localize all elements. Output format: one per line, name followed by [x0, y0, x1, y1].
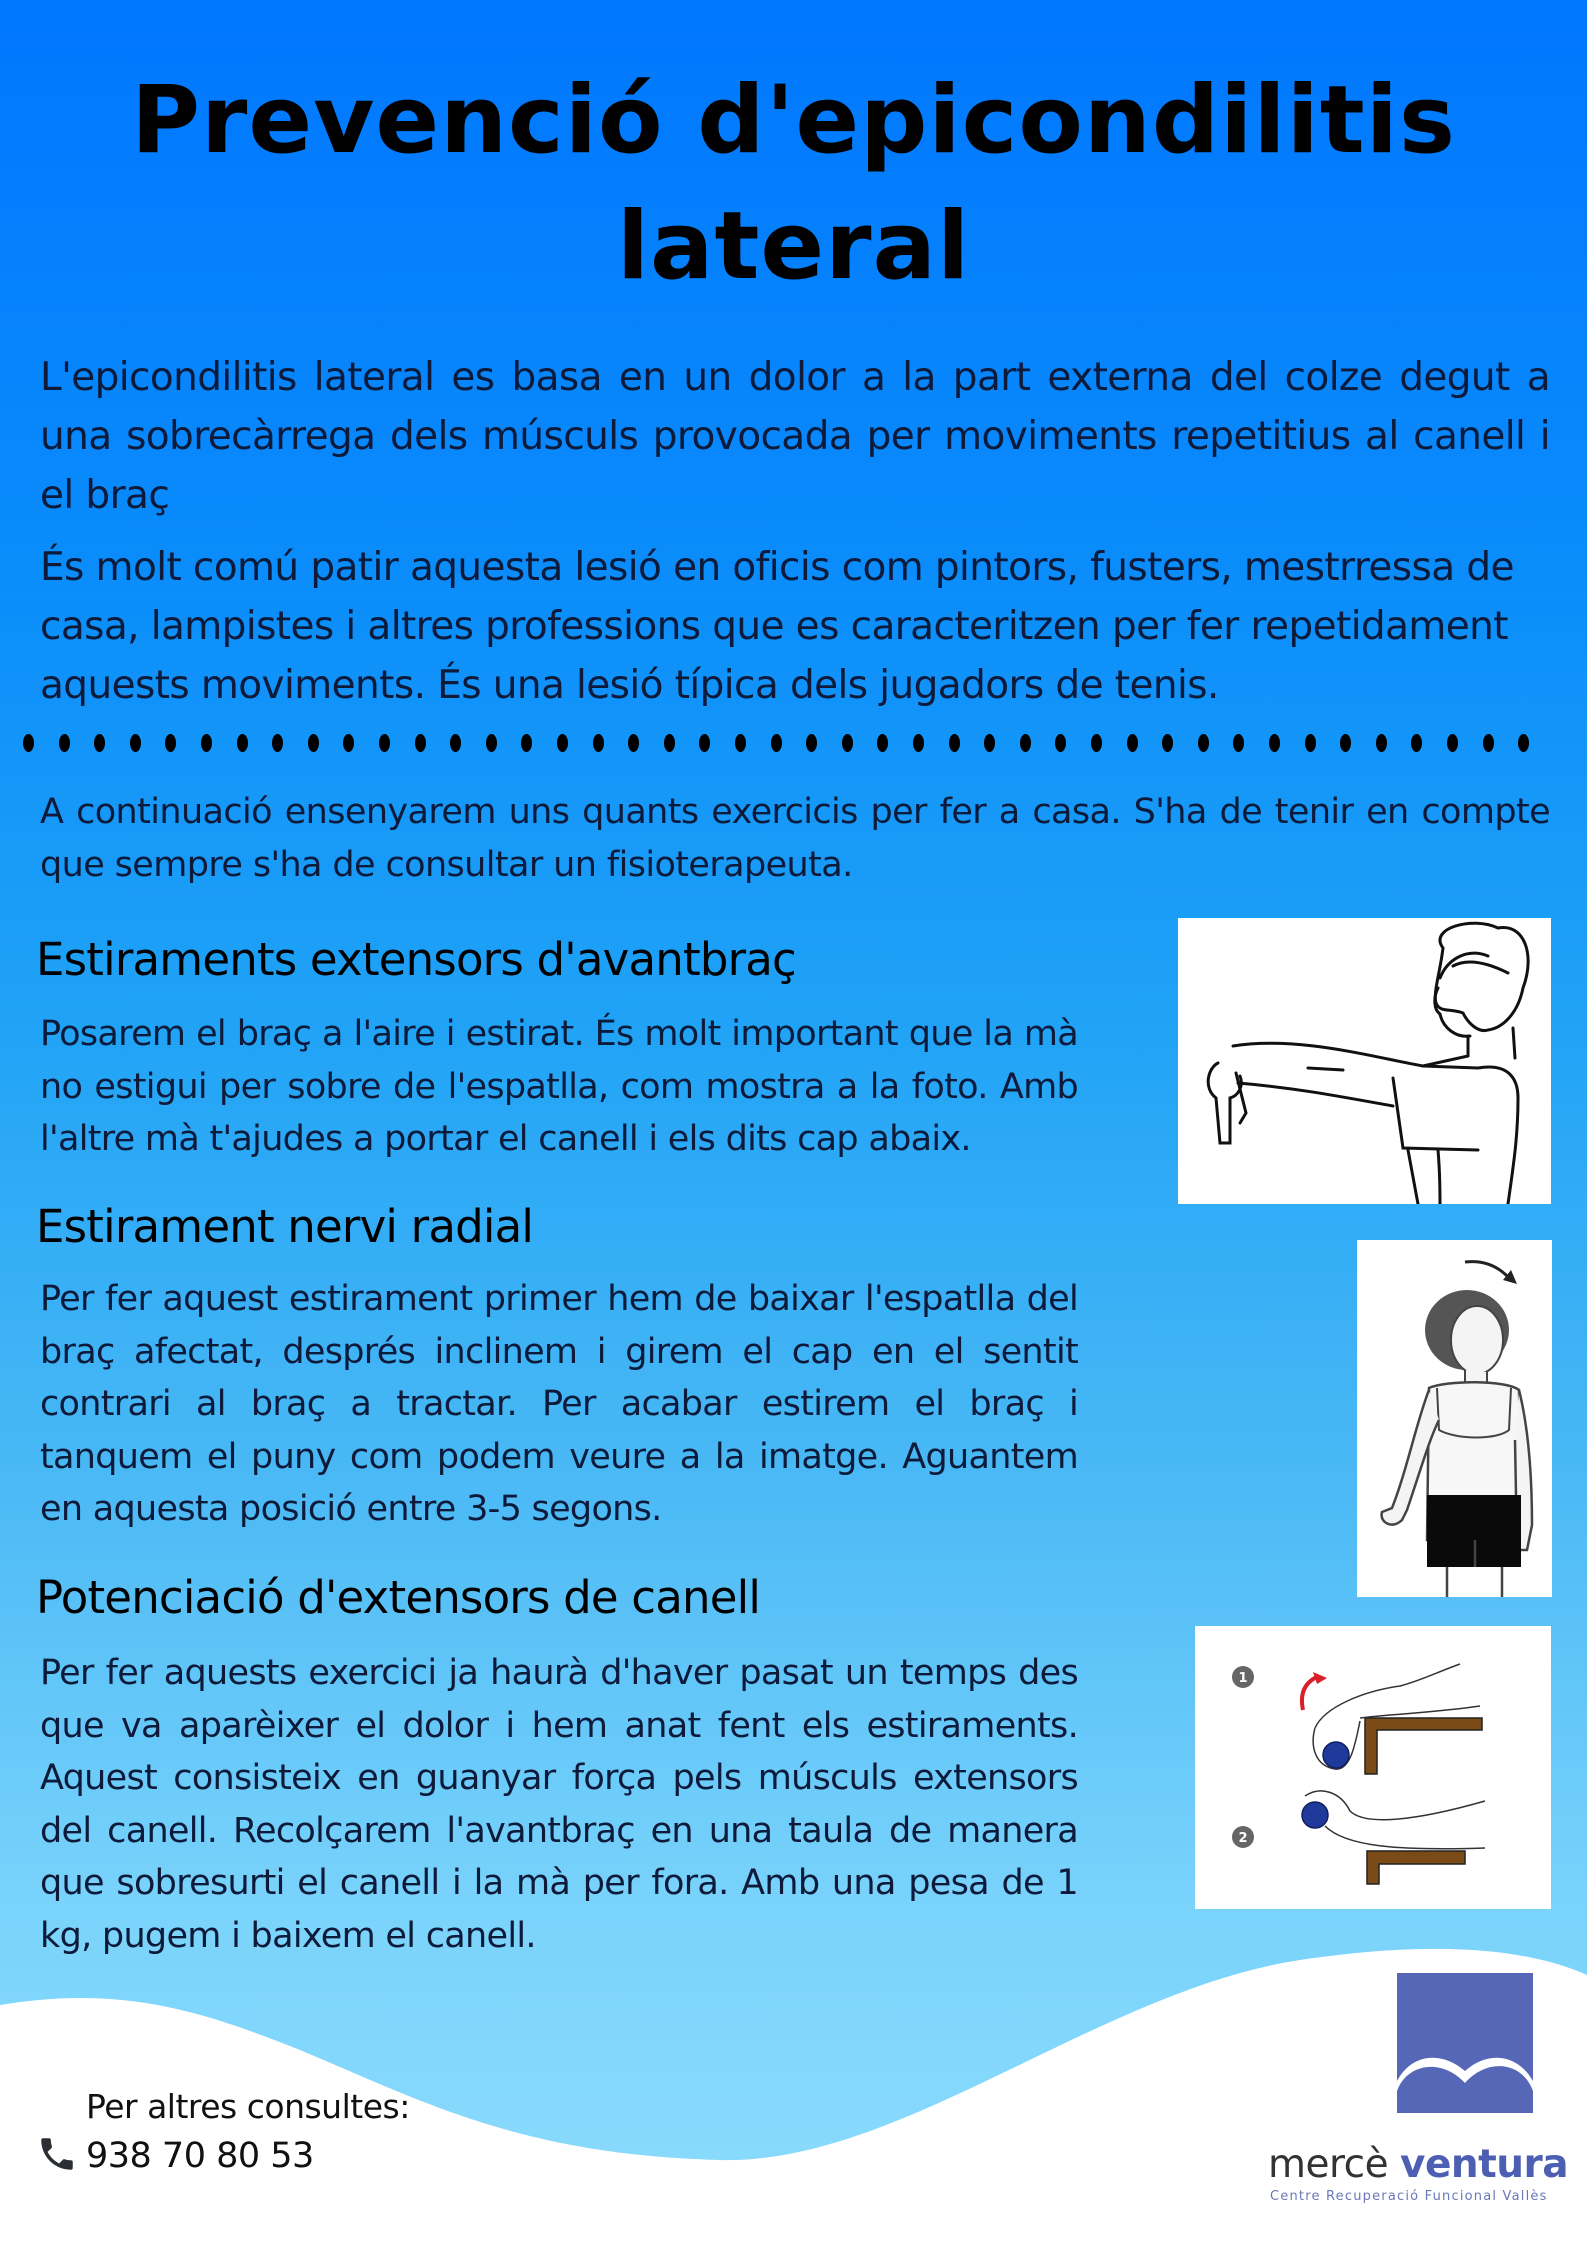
- divider-dot: [1198, 734, 1209, 752]
- divider-dot: [984, 734, 995, 752]
- title-line-1: Prevenció d'epicondilitis: [131, 66, 1456, 175]
- radial-nerve-stretch-illustration: [1357, 1240, 1552, 1597]
- title-line-2: lateral: [616, 192, 971, 301]
- divider-dot: [628, 734, 639, 752]
- divider-dot: [877, 734, 888, 752]
- divider-dot: [415, 734, 426, 752]
- divider-dot: [771, 734, 782, 752]
- logo-tagline: Centre Recuperació Funcional Vallès: [1270, 2189, 1548, 2204]
- divider-dot: [379, 734, 390, 752]
- logo-arches-icon: [1397, 1973, 1533, 2113]
- section-title-wrist-strengthening: Potenciació d'extensors de canell: [36, 1571, 761, 1624]
- divider-dot: [664, 734, 675, 752]
- divider-dot: [1376, 734, 1387, 752]
- woman-arm-stretch-icon: [1178, 918, 1551, 1204]
- logo-name-part1: mercè: [1268, 2142, 1389, 2187]
- divider-dot: [913, 734, 924, 752]
- divider-dot: [1411, 734, 1422, 752]
- page-title: [0, 58, 1587, 310]
- logo-name: [1268, 2140, 1568, 2190]
- divider-dot: [1162, 734, 1173, 752]
- dotted-divider: [23, 734, 1563, 754]
- divider-dot: [130, 734, 141, 752]
- divider-dot: [272, 734, 283, 752]
- divider-dot: [1127, 734, 1138, 752]
- divider-dot: [1055, 734, 1066, 752]
- intro-paragraph-2: És molt comú patir aquesta lesió en oficis com pintors, fusters, mestrressa de casa, lampistes i altres professions que es caracteritzen per fer repetidament aquests moviments. És una lesió típica dels jugadors de tenis.: [40, 545, 1514, 708]
- section-title-forearm-stretch: Estiraments extensors d'avantbraç: [36, 933, 797, 986]
- logo-mark: [1397, 1973, 1533, 2113]
- divider-dot: [1518, 734, 1529, 752]
- dumbbell-wrist-curl-icon: [1195, 1626, 1551, 1909]
- divider-dot: [1091, 734, 1102, 752]
- divider-dot: [949, 734, 960, 752]
- svg-text:2: 2: [1238, 1831, 1248, 1846]
- divider-dot: [201, 734, 212, 752]
- divider-dot: [521, 734, 532, 752]
- divider-dot: [806, 734, 817, 752]
- divider-dot: [1305, 734, 1316, 752]
- divider-dot: [165, 734, 176, 752]
- divider-dot: [1483, 734, 1494, 752]
- forearm-extensor-stretch-illustration: [1178, 918, 1551, 1204]
- section-body-radial-nerve: Per fer aquest estirament primer hem de baixar l'espatlla del braç afectat, després inclinem i girem el cap en el sentit contrari al braç a tractar. Per acabar estirem el braç i tanquem el puny com podem veure a la imatge. Aguantem en aquesta posició entre 3-5 segons.: [40, 1279, 1078, 1529]
- divider-dot: [59, 734, 70, 752]
- section-body-wrist-strengthening: Per fer aquests exercici ja haurà d'haver pasat un temps des que va aparèixer el dolor i hem anat fent els estiraments. Aquest consisteix en guanyar força pels músculs extensors del canell. Recolçarem l'avantbraç en una taula de manera que sobresurti el canell i la mà per fora. Amb una pesa de 1 kg, pugem i baixem el canell.: [40, 1653, 1078, 1956]
- divider-dot: [450, 734, 461, 752]
- divider-dot: [593, 734, 604, 752]
- divider-dot: [1233, 734, 1244, 752]
- contact-label: Per altres consultes:: [86, 2087, 410, 2126]
- divider-dot: [308, 734, 319, 752]
- divider-dot: [1447, 734, 1458, 752]
- divider-dot: [735, 734, 746, 752]
- section-body-forearm-stretch: Posarem el braç a l'aire i estirat. És molt important que la mà no estigui per sobre de l'espatlla, com mostra a la foto. Amb l'altre mà t'ajudes a portar el canell i els dits cap abaix.: [40, 1014, 1078, 1159]
- divider-dot: [237, 734, 248, 752]
- divider-dot: [842, 734, 853, 752]
- divider-dot: [557, 734, 568, 752]
- svg-text:1: 1: [1238, 1671, 1248, 1686]
- divider-dot: [1020, 734, 1031, 752]
- intro-paragraph-1: L'epicondilitis lateral es basa en un dolor a la part externa del colze degut a una sobrecàrrega dels músculs provocada per moviments repetitius al canell i el braç: [40, 355, 1550, 518]
- wrist-extensor-strengthening-illustration: [1195, 1626, 1551, 1909]
- disclaimer-note: A continuació ensenyarem uns quants exercicis per fer a casa. S'ha de tenir en compte que sempre s'ha de consultar un fisioterapeuta.: [40, 792, 1550, 885]
- divider-dot: [1269, 734, 1280, 752]
- divider-dot: [94, 734, 105, 752]
- phone-icon: [36, 2133, 78, 2175]
- logo-name-part2: ventura: [1400, 2142, 1569, 2187]
- divider-dot: [1340, 734, 1351, 752]
- contact-phone-number[interactable]: 938 70 80 53: [86, 2136, 314, 2176]
- woman-head-tilt-icon: [1357, 1240, 1552, 1597]
- section-title-radial-nerve: Estirament nervi radial: [36, 1200, 534, 1253]
- divider-dot: [699, 734, 710, 752]
- divider-dot: [23, 734, 34, 752]
- divider-dot: [343, 734, 354, 752]
- divider-dot: [486, 734, 497, 752]
